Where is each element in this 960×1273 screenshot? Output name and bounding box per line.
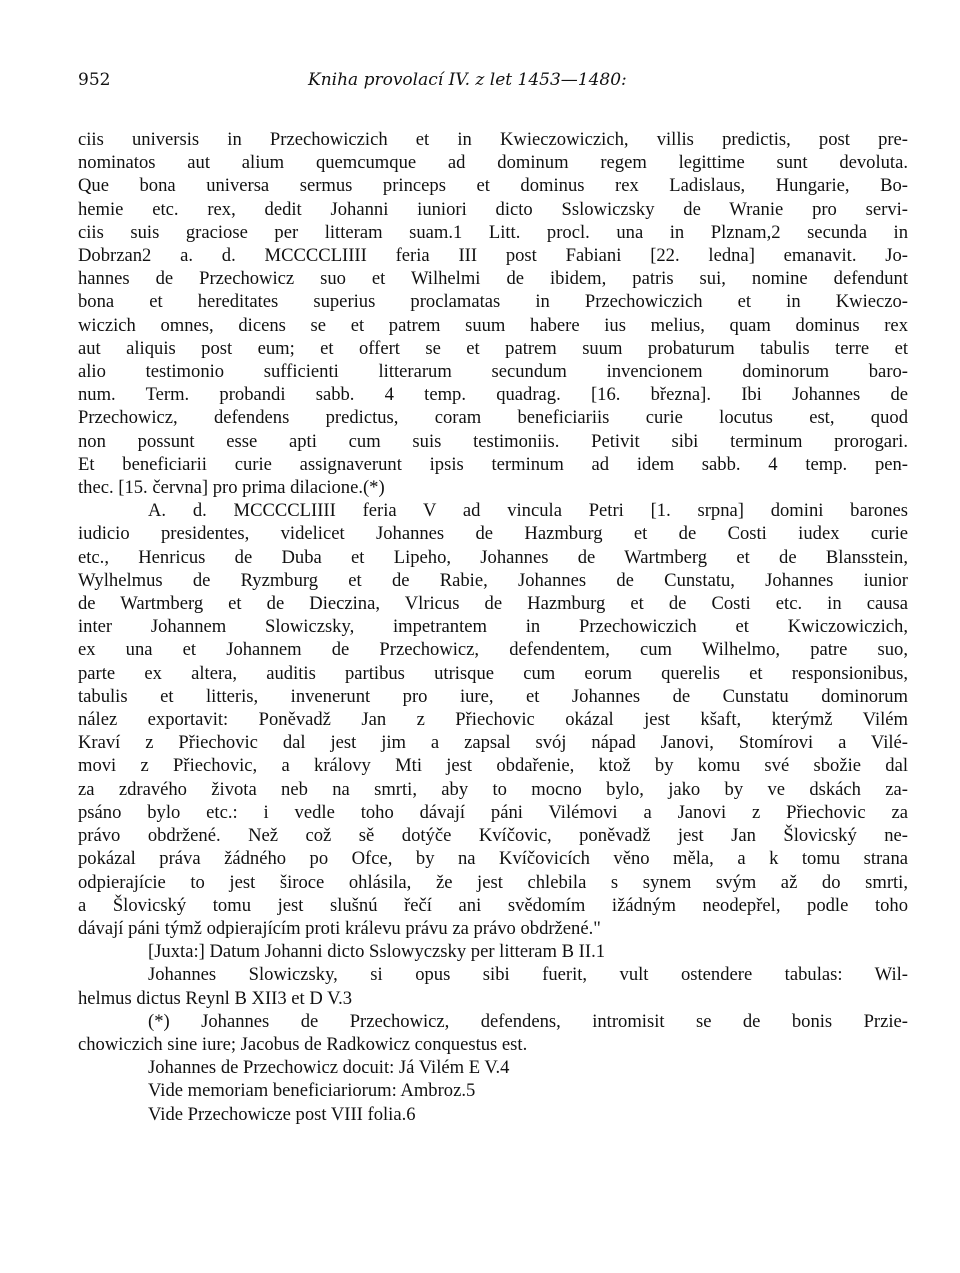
running-title: Kniha provolací IV. z let 1453—1480: [308, 70, 627, 90]
text-line: Vide memoriam beneficiariorum: Ambroz.5 [148, 1080, 476, 1102]
text-line: aut aliquis post eum; et offert se et patrem suum probaturum tabulis terre et [78, 337, 908, 359]
document-page [78, 70, 908, 1126]
text-line: helmus dictus Reynl B XII3 et D V.3 [78, 987, 353, 1009]
text-line: psáno bylo etc.: i vedle toho dávají páni Vilémovi a Janovi z Přiechovic za [78, 801, 908, 823]
page-number: 952 [78, 70, 111, 90]
text-line: Przechowicz, defendens predictus, coram beneficiariis curie locutus est, quod [78, 407, 908, 429]
text-line: A. d. MCCCCLIIII feria V ad vincula Petri [1. srpna] domini barones [148, 500, 908, 522]
text-line: Wylhelmus de Ryzmburg et de Rabie, Johannes de Cunstatu, Johannes iunior [78, 569, 908, 591]
body-text [78, 128, 908, 1126]
text-line: [Juxta:] Datum Johanni dicto Sslowyczsky per litteram B II.1 [148, 941, 606, 963]
text-line: tabulis et litteris, invenerunt pro iure, et Johannes de Cunstatu dominorum [78, 685, 908, 707]
text-line: Johannes de Przechowicz docuit: Já Vilém E V.4 [148, 1057, 510, 1079]
text-line: ex una et Johannem de Przechowicz, defendentem, cum Wilhelmo, patre suo, [78, 639, 908, 661]
text-line: a Šlovicský tomu jest slušnú řečí ani svědomím ižádným neodepřel, podle toho [78, 894, 908, 916]
text-line: hannes de Przechowicz suo et Wilhelmi de ibidem, patris sui, nomine defendunt [78, 268, 908, 290]
text-line: thec. [15. června] pro prima dilacione.(*) [78, 477, 385, 499]
text-line: (*) Johannes de Przechowicz, defendens, intromisit se de bonis Przie- [148, 1010, 908, 1032]
text-line: chowiczich sine iure; Jacobus de Radkowicz conquestus est. [78, 1033, 528, 1055]
page-header [78, 70, 908, 100]
text-line: hemie etc. rex, dedit Johanni iuniori dicto Sslowiczsky de Wranie pro servi- [78, 198, 908, 220]
text-line: nominatos aut alium quemcumque ad dominum regem legittime sunt devoluta. [78, 152, 908, 174]
text-line: Dobrzan2 a. d. MCCCCLIIII feria III post Fabiani [22. ledna] emanavit. Jo- [78, 245, 908, 267]
text-line: parte ex altera, auditis partibus utrisque cum eorum querelis et responsionibus, [78, 662, 908, 684]
text-line: Johannes Slowiczsky, si opus sibi fuerit, vult ostendere tabulas: Wil- [148, 964, 908, 986]
text-line: wiczich omnes, dicens se et patrem suum habere ius melius, quam dominus rex [78, 314, 908, 336]
text-line: alio testimonio sufficienti litterarum secundum invencionem dominorum baro- [78, 361, 908, 383]
text-line: non possunt esse apti cum suis testimoniis. Petivit sibi terminum prorogari. [78, 430, 908, 452]
text-line: iudicio presidentes, videlicet Johannes de Hazmburg et de Costi iudex curie [78, 523, 908, 545]
text-line: odpierajície to jest široce ohlásila, že jest chlebila s synem svým až do smrti, [78, 871, 908, 893]
text-line: Et beneficiarii curie assignaverunt ipsis terminum ad idem sabb. 4 temp. pen- [78, 453, 908, 475]
text-line: nález exportavit: Poněvadž Jan z Přiechovic okázal jest kšaft, kterýmž Vilém [78, 709, 908, 731]
text-line: de Wartmberg et de Dieczina, Vlricus de Hazmburg et de Costi etc. in causa [78, 593, 908, 615]
text-line: Kraví z Přiechovic dal jest jim a zapsal svój nápad Janovi, Stomírovi a Vilé- [78, 732, 908, 754]
text-line: num. Term. probandi sabb. 4 temp. quadrag. [16. března]. Ibi Johannes de [78, 384, 908, 406]
text-line: ciis universis in Przechowiczich et in Kwieczowiczich, villis predictis, post pre- [78, 129, 908, 150]
text-line: pokázal práva žádného po Ofce, by na Kvíčovicích věno měla, a k tomu strana [78, 848, 908, 870]
text-line: dávají páni týmž odpierajícím proti králevu právu za právo obdržené." [78, 917, 601, 939]
text-line: movi z Přiechovic, a královy Mti jest obdařenie, ktož by komu své sbožie dal [78, 755, 908, 777]
text-line: inter Johannem Slowiczsky, impetrantem in Przechowiczich et Kwiczowiczich, [78, 616, 908, 638]
text-line: ciis suis graciose per litteram suam.1 Litt. procl. una in Plznam,2 secunda in [78, 221, 908, 243]
text-line: za zdravého života neb na smrti, aby to mocno bylo, jako by ve dskách za- [78, 778, 908, 800]
text-line: Que bona universa sermus princeps et dominus rex Ladislaus, Hungarie, Bo- [78, 175, 908, 197]
text-line: bona et hereditates superius proclamatas in Przechowiczich et in Kwieczo- [78, 291, 908, 313]
text-line: Vide Przechowicze post VIII folia.6 [148, 1103, 416, 1125]
text-line: etc., Henricus de Duba et Lipeho, Johannes de Wartmberg et de Blansstein, [78, 546, 908, 568]
text-line: právo obdržené. Než což sě dotýče Kvíčovic, poněvadž jest Jan Šlovicský ne- [78, 825, 908, 847]
